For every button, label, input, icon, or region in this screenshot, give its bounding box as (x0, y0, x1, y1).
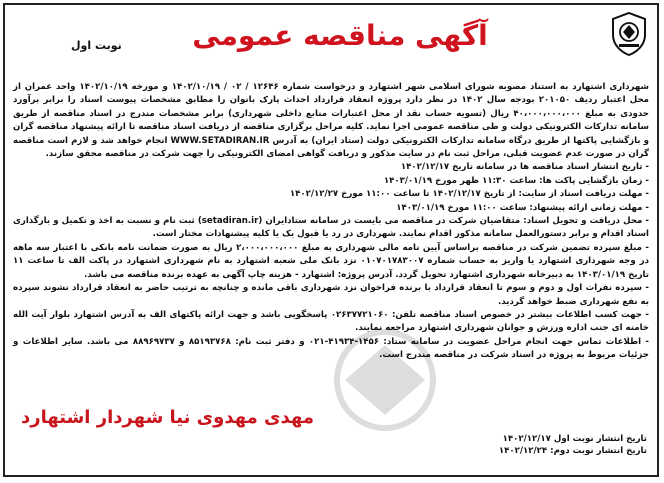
signature: مهدی مهدوی نیا شهردار اشتهارد (21, 407, 314, 428)
notice-body (13, 81, 649, 363)
notice-frame (3, 3, 659, 477)
list-item: - سپرده نفرات اول و دوم و سوم تا انعقاد قرارداد با برنده فراخوان نزد شهرداری باقی مانده و چنانچه به ترتیب حاضر به انعقاد قرارداد نشوند سپرده به نفع شهرداری ضبط خواهد گردید. (13, 283, 649, 307)
publication-dates (499, 433, 647, 457)
list-item: - محل دریافت و تحویل اسناد: متقاضیان شرکت در مناقصه می بایست در سامانه ستادایران (setadiran.ir) ثبت نام و نسبت به اخذ و تکمیل و بارگذاری اسناد اقدام و برابر دستورالعمل سامانه مذکور اقدام نمایند. شهرداری در رد یا قبول یک یا کلیه پیشنهادات مختار است. (13, 216, 649, 240)
list-item: - مبلغ سپرده تضمین شرکت در مناقصه براساس آیین نامه مالی شهرداری به مبلغ ۲،۰۰۰،۰۰۰،۰۰۰ ریال به صورت ضمانت نامه بانکی با اعتبار سه ماهه در وجه شهرداری اشتهارد یا واریز به حساب شماره ۰۱۰۷۰۱۷۸۳۰۰۷ نزد بانک ملی شعبه اشتهارد به نام شهرداری اشتهارد در پاکت الف تا ساعت ۱۱ تاریخ ۱۴۰۳/۰۱/۱۹ به دبیرخانه شهرداری اشتهارد تحویل گردد. آدرس پروژه: اشتهارد - هزینه چاپ آگهی به عهده برنده مناقصه می باشد. (13, 242, 649, 280)
list-item: - جهت کسب اطلاعات بیشتر در خصوص اسناد مناقصه تلفن: ۰۲۶۳۷۷۲۱۰۶۰ پاسخگویی باشد و جهت ارائه پاکتهای الف به آدرس اشتهارد بلوار آیت الله خامنه ای جنب اداره ورزش و جوانان شهرداری اشتهارد مراجعه نمایند. (13, 309, 649, 334)
round-label: نوبت اول (71, 39, 122, 52)
list-item: - مهلت زمانی ارائه پیشنهاد: ساعت ۱۱:۰۰ مورخ ۱۴۰۳/۰۱/۱۹ (396, 202, 649, 213)
publication-first: تاریخ انتشار نوبت اول ۱۴۰۲/۱۲/۱۷ (502, 434, 647, 444)
list-item: - زمان بازگشایی پاکت ها: ساعت ۱۱:۳۰ ظهر مورخ ۱۴۰۳/۰۱/۱۹ (383, 175, 649, 186)
publication-second: تاریخ انتشار نوبت دوم: ۱۴۰۲/۱۲/۲۴ (498, 446, 647, 456)
list-item: - تاریخ انتشار اسناد مناقصه ها در سامانه تاریخ ۱۴۰۲/۱۲/۱۷ (400, 162, 649, 173)
municipality-emblem-icon (609, 11, 649, 57)
list-item: - اطلاعات تماس جهت انجام مراحل عضویت در سامانه ستاد: ۱۴۵۶-۴۱۹۳۴-۰۲۱ و دفتر ثبت نام: ۸۵۱۹۳۷۶۸ و ۸۸۹۶۹۷۳۷ می باشد. سایر اطلاعات و جزئیات مربوط به پروژه در اسناد شرکت در مناقصه مندرج است. (13, 336, 650, 361)
intro-paragraph: شهرداری اشتهارد به استناد مصوبه شورای اسلامی شهر اشتهارد و درخواست شماره ۱۲۶۴۶ / ۰۲ / ۱۴۰۲/۱۰/۱۹ و مورخه ۱۴۰۲/۱۰/۱۹ واحد عمران از محل اعتبار ردیف ۲۰۱۰۵۰ بودجه سال ۱۴۰۲ در نظر دارد پروژه انعقاد قرارداد احداث پارک بانوان را مطابق مشخصات پیوست اسناد را برابر برآورد حدودی به مبلغ ۴۰،۰۰۰،۰۰۰،۰۰۰ ریال (تسویه حساب نقد از محل اعتبارات منابع داخلی شهرداری) برابر مشخصات مندرج در اسناد مناقصه از طریق سامانه تدارکات الکترونیکی دولت و طی مناقصه عمومی اجرا نماید. کلیه مراحل برگزاری مناقصه از دریافت اسناد مناقصه تا ارائه پیشنهاد مناقصه گران و بازگشایی پاکتها از طریق درگاه سامانه تدارکات الکترونیکی دولت (ستاد ایران) به آدرس WWW.SETADIRAN.IR انجام خواهد شد و لازم است مناقصه گران در صورت عدم عضویت قبلی، مراحل ثبت نام در سایت مذکور و دریافت گواهی امضای الکترونیکی را جهت شرکت در مناقصه محقق سازند. (13, 82, 650, 160)
list-item: - مهلت دریافت اسناد از سایت: از تاریخ ۱۴۰۲/۱۲/۱۷ تا ساعت ۱۱:۰۰ مورخ ۱۴۰۲/۱۲/۲۷ (289, 189, 649, 200)
page-title: آگهی مناقصه عمومی (192, 19, 488, 52)
